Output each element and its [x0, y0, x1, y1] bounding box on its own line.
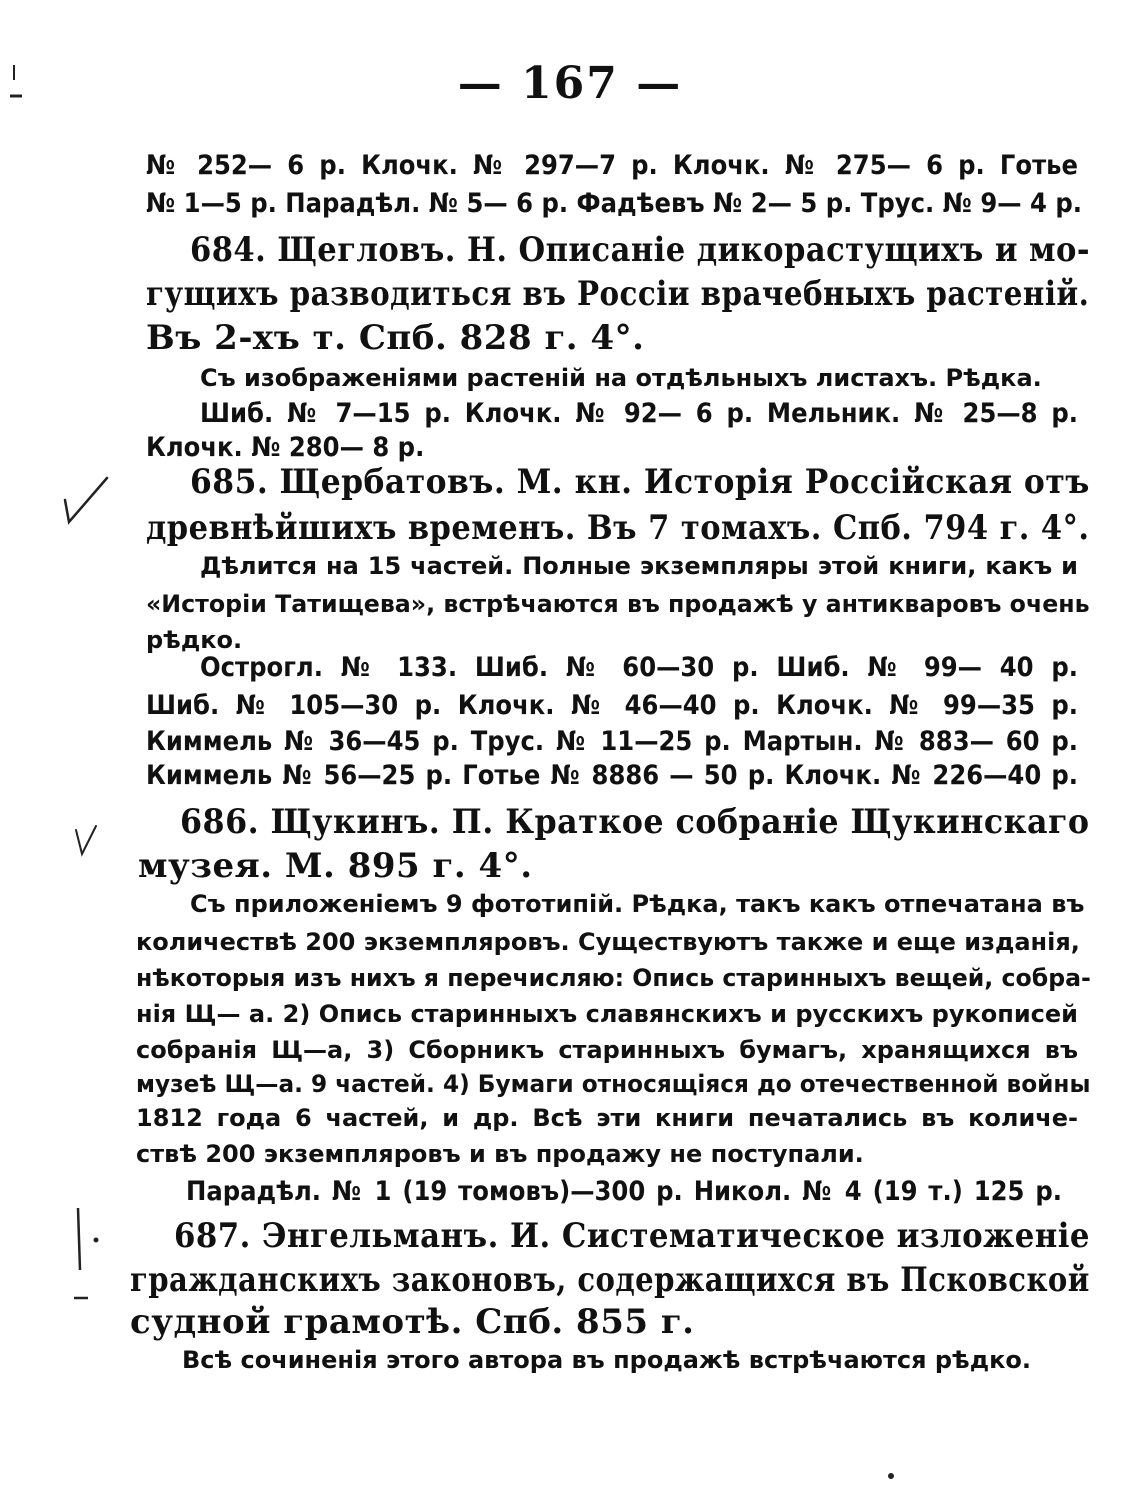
entry-686-note-line-1: Съ приложеніемъ 9 фототипій. Рѣдка, такъ какъ отпечатана въ — [190, 890, 1085, 918]
entry-685-note-line-1: Дѣлится на 15 частей. Полные экземпляры этой книги, какъ и — [200, 552, 1078, 580]
entry-687-note: Всѣ сочиненія этого автора въ продажѣ встрѣчаются рѣдко. — [182, 1346, 1031, 1374]
entry-686-note-line-8: ствѣ 200 экземпляровъ и въ продажу не поступали. — [136, 1140, 864, 1168]
entry-685-title-line-2: древнѣйшихъ временъ. Въ 7 томахъ. Спб. 794 г. 4°. — [146, 508, 1090, 548]
entry-686-note-line-2: количествѣ 200 экземпляровъ. Существуютъ также и еще изданія, — [136, 928, 1080, 956]
entry-685-prices-line-1: Острогл. № 133. Шиб. № 60—30 р. Шиб. № 99— 40 р. — [200, 652, 1078, 683]
entry-685-note-line-3: рѣдко. — [146, 626, 243, 654]
entry-686-note-line-4: нія Щ— а. 2) Опись старинныхъ славянскихъ и русскихъ рукописей — [136, 1000, 1078, 1028]
entry-686-note-line-6: музеѣ Щ—а. 9 частей. 4) Бумаги относящіяся до отечественной войны — [136, 1070, 1091, 1098]
entry-684-title-line-1: 684. Щегловъ. Н. Описаніе дикорастущихъ и мо- — [190, 230, 1091, 270]
check-mark-686 — [72, 820, 102, 860]
margin-tick-top — [4, 60, 24, 110]
ink-dot — [885, 1470, 897, 1482]
margin-bracket-687 — [62, 1200, 102, 1310]
entry-685-title-line-1: 685. Щербатовъ. М. кн. Исторія Россійская отъ — [190, 462, 1090, 502]
entry-687-title-line-1: 687. Энгельманъ. И. Систематическое изложеніе — [174, 1216, 1090, 1256]
entry-685-note-line-2: «Исторіи Татищева», встрѣчаются въ продажѣ у антикваровъ очень — [146, 590, 1090, 618]
entry-684-prices-line-1: Шиб. № 7—15 р. Клочк. № 92— 6 р. Мельник. № 25—8 р. — [200, 398, 1078, 429]
entry-686-note-line-5: собранія Щ—а, 3) Сборникъ старинныхъ бумагъ, хранящихся въ — [136, 1036, 1078, 1064]
page-number: — 167 — — [457, 58, 683, 109]
entry-686-title-line-2: музея. М. 895 г. 4°. — [138, 846, 533, 886]
entry-686-title-line-1: 686. Щукинъ. П. Краткое собраніе Щукинскаго — [180, 802, 1090, 842]
prices-683-line-1: № 252— 6 р. Клочк. № 297—7 р. Клочк. № 275— 6 р. Готье — [146, 150, 1078, 181]
entry-684-title-line-3: Въ 2-хъ т. Спб. 828 г. 4°. — [146, 318, 645, 358]
entry-686-note-line-7: 1812 года 6 частей, и др. Всѣ эти книги печатались въ количе- — [136, 1104, 1078, 1132]
entry-685-prices-line-3: Киммель № 36—45 р. Трус. № 11—25 р. Мартын. № 883— 60 р. — [146, 726, 1078, 757]
check-mark-685 — [55, 470, 115, 530]
entry-685-prices-line-2: Шиб. № 105—30 р. Клочк. № 46—40 р. Клочк. № 99—35 р. — [146, 690, 1078, 721]
entry-687-title-line-3: судной грамотѣ. Спб. 855 г. — [130, 1302, 695, 1342]
entry-686-prices: Парадѣл. № 1 (19 томовъ)—300 р. Никол. № 4 (19 т.) 125 р. — [186, 1176, 1062, 1207]
entry-684-title-line-2: гущихъ разводиться въ Россіи врачебныхъ растеній. — [146, 274, 1090, 314]
prices-683-line-2: № 1—5 р. Парадѣл. № 5— 6 р. Фадѣевъ № 2— 5 р. Трус. № 9— 4 р. — [146, 188, 1082, 219]
entry-685-prices-line-4: Киммель № 56—25 р. Готье № 8886 — 50 р. Клочк. № 226—40 р. — [146, 760, 1078, 791]
entry-684-prices-line-2: Клочк. № 280— 8 р. — [146, 432, 425, 463]
entry-687-title-line-2: гражданскихъ законовъ, содержащихся въ Псковской — [130, 1260, 1090, 1300]
entry-686-note-line-3: нѣкоторыя изъ нихъ я перечисляю: Опись старинныхъ вещей, собра- — [136, 964, 1091, 992]
entry-684-note: Съ изображеніями растеній на отдѣльныхъ листахъ. Рѣдка. — [200, 364, 1042, 392]
